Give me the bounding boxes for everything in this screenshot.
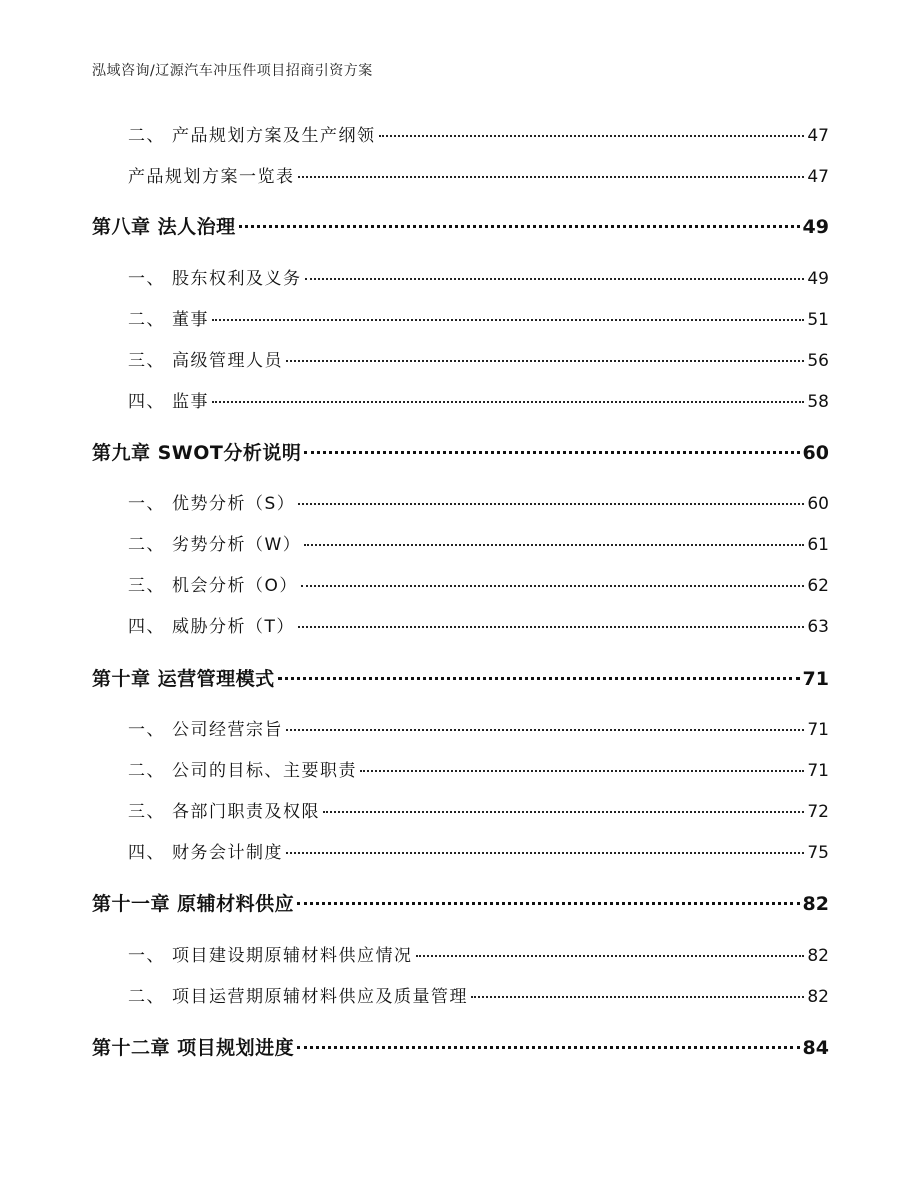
toc-entry-title: 产品规划方案及生产纲领 (172, 126, 376, 146)
toc-entry[interactable] (128, 838, 829, 868)
toc-leader-dots (471, 995, 804, 998)
toc-entry-title: 劣势分析（W） (172, 535, 302, 555)
toc-chapter-title: 第八章 法人治理 (92, 216, 236, 238)
toc-entry[interactable] (128, 715, 829, 745)
toc-entry-number: 一、 (128, 494, 165, 514)
toc-chapter-entry[interactable] (92, 664, 829, 694)
toc-entry-page: 49 (807, 269, 829, 289)
toc-entry-title: 董事 (172, 310, 209, 330)
toc-leader-dots (379, 134, 805, 137)
toc-entry[interactable] (128, 797, 829, 827)
toc-entry-title: 高级管理人员 (172, 351, 283, 371)
toc-entry-page: 51 (807, 310, 829, 330)
toc-leader-dots (305, 277, 805, 280)
toc-entry-title: 威胁分析（T） (172, 617, 295, 637)
toc-entry-page: 61 (807, 535, 829, 555)
toc-entry-page: 60 (802, 442, 829, 464)
toc-entry[interactable] (128, 756, 829, 786)
toc-entry-page: 49 (802, 216, 829, 238)
toc-entry[interactable] (128, 121, 829, 151)
toc-chapter-entry[interactable] (92, 212, 829, 242)
toc-leader-dots (286, 359, 804, 362)
toc-entry-number: 四、 (128, 617, 165, 637)
toc-leader-dots (212, 318, 804, 321)
toc-leader-dots (360, 769, 804, 772)
toc-entry-page: 71 (807, 720, 829, 740)
toc-leader-dots (301, 584, 804, 587)
toc-entry-page: 82 (807, 946, 829, 966)
toc-entry-title: 项目建设期原辅材料供应情况 (172, 946, 413, 966)
toc-entry[interactable] (128, 264, 829, 294)
toc-entry-title: 财务会计制度 (172, 843, 283, 863)
toc-entry-page: 72 (807, 802, 829, 822)
toc-chapter-entry[interactable] (92, 889, 829, 919)
toc-entry-number: 三、 (128, 802, 165, 822)
toc-entry-page: 47 (807, 126, 829, 146)
toc-chapter-entry[interactable] (92, 438, 829, 468)
toc-chapter-title: 第十一章 原辅材料供应 (92, 893, 295, 915)
toc-entry-title: 公司经营宗旨 (172, 720, 283, 740)
toc-entry[interactable] (128, 982, 829, 1012)
toc-entry-page: 63 (807, 617, 829, 637)
toc-entry[interactable] (128, 571, 829, 601)
toc-leader-dots (286, 851, 804, 854)
toc-entry[interactable] (128, 346, 829, 376)
toc-leader-dots (298, 175, 805, 178)
toc-leader-dots (416, 954, 805, 957)
toc-entry-number: 四、 (128, 843, 165, 863)
toc-entry-page: 47 (807, 167, 829, 187)
toc-entry-number: 二、 (128, 987, 165, 1007)
toc-leader-dots (304, 543, 804, 546)
toc-leader-dots (297, 1045, 799, 1049)
toc-chapter-title: 第十二章 项目规划进度 (92, 1037, 295, 1059)
toc-entry[interactable] (128, 612, 829, 642)
toc-entry-number: 二、 (128, 761, 165, 781)
toc-leader-dots (298, 625, 804, 628)
toc-leader-dots (212, 400, 804, 403)
toc-entry-title: 机会分析（O） (172, 576, 298, 596)
toc-entry-number: 四、 (128, 392, 165, 412)
toc-entry-number: 二、 (128, 310, 165, 330)
toc-leader-dots (297, 901, 799, 905)
toc-entry-number: 二、 (128, 126, 165, 146)
toc-entry-page: 56 (807, 351, 829, 371)
toc-entry-title: 项目运营期原辅材料供应及质量管理 (172, 987, 468, 1007)
toc-entry-page: 82 (802, 893, 829, 915)
toc-entry-page: 82 (807, 987, 829, 1007)
toc-entry-number: 二、 (128, 535, 165, 555)
toc-entry-number: 三、 (128, 576, 165, 596)
toc-entry[interactable] (128, 305, 829, 335)
toc-entry-page: 62 (807, 576, 829, 596)
toc-entry-title: 公司的目标、主要职责 (172, 761, 357, 781)
toc-entry-page: 75 (807, 843, 829, 863)
toc-entry-number: 三、 (128, 351, 165, 371)
toc-entry-page: 58 (807, 392, 829, 412)
toc-entry[interactable] (128, 941, 829, 971)
toc-entry-title: 优势分析（S） (172, 494, 296, 514)
toc-entry[interactable] (128, 387, 829, 417)
toc-entry[interactable] (128, 530, 829, 560)
toc-entry-page: 71 (802, 668, 829, 690)
toc-chapter-title: 第九章 SWOT分析说明 (92, 442, 302, 464)
toc-chapter-entry[interactable] (92, 1033, 829, 1063)
toc-entry-title: 产品规划方案一览表 (128, 167, 295, 187)
toc-entry-number: 一、 (128, 720, 165, 740)
page-header: 泓域咨询/辽源汽车冲压件项目招商引资方案 (92, 63, 373, 79)
toc-leader-dots (239, 224, 800, 228)
toc-entry[interactable] (128, 489, 829, 519)
toc-entry-page: 71 (807, 761, 829, 781)
toc-chapter-title: 第十章 运营管理模式 (92, 668, 275, 690)
toc-entry-title: 股东权利及义务 (172, 269, 302, 289)
toc-entry-number: 一、 (128, 269, 165, 289)
toc-entry-title: 监事 (172, 392, 209, 412)
toc-entry[interactable] (128, 162, 829, 192)
toc-leader-dots (278, 676, 800, 680)
toc-entry-number: 一、 (128, 946, 165, 966)
toc-leader-dots (286, 728, 804, 731)
toc-leader-dots (298, 502, 804, 505)
toc-entry-page: 60 (807, 494, 829, 514)
toc-entry-page: 84 (802, 1037, 829, 1059)
toc-leader-dots (323, 810, 804, 813)
toc-entry-title: 各部门职责及权限 (172, 802, 320, 822)
toc-leader-dots (304, 450, 799, 454)
